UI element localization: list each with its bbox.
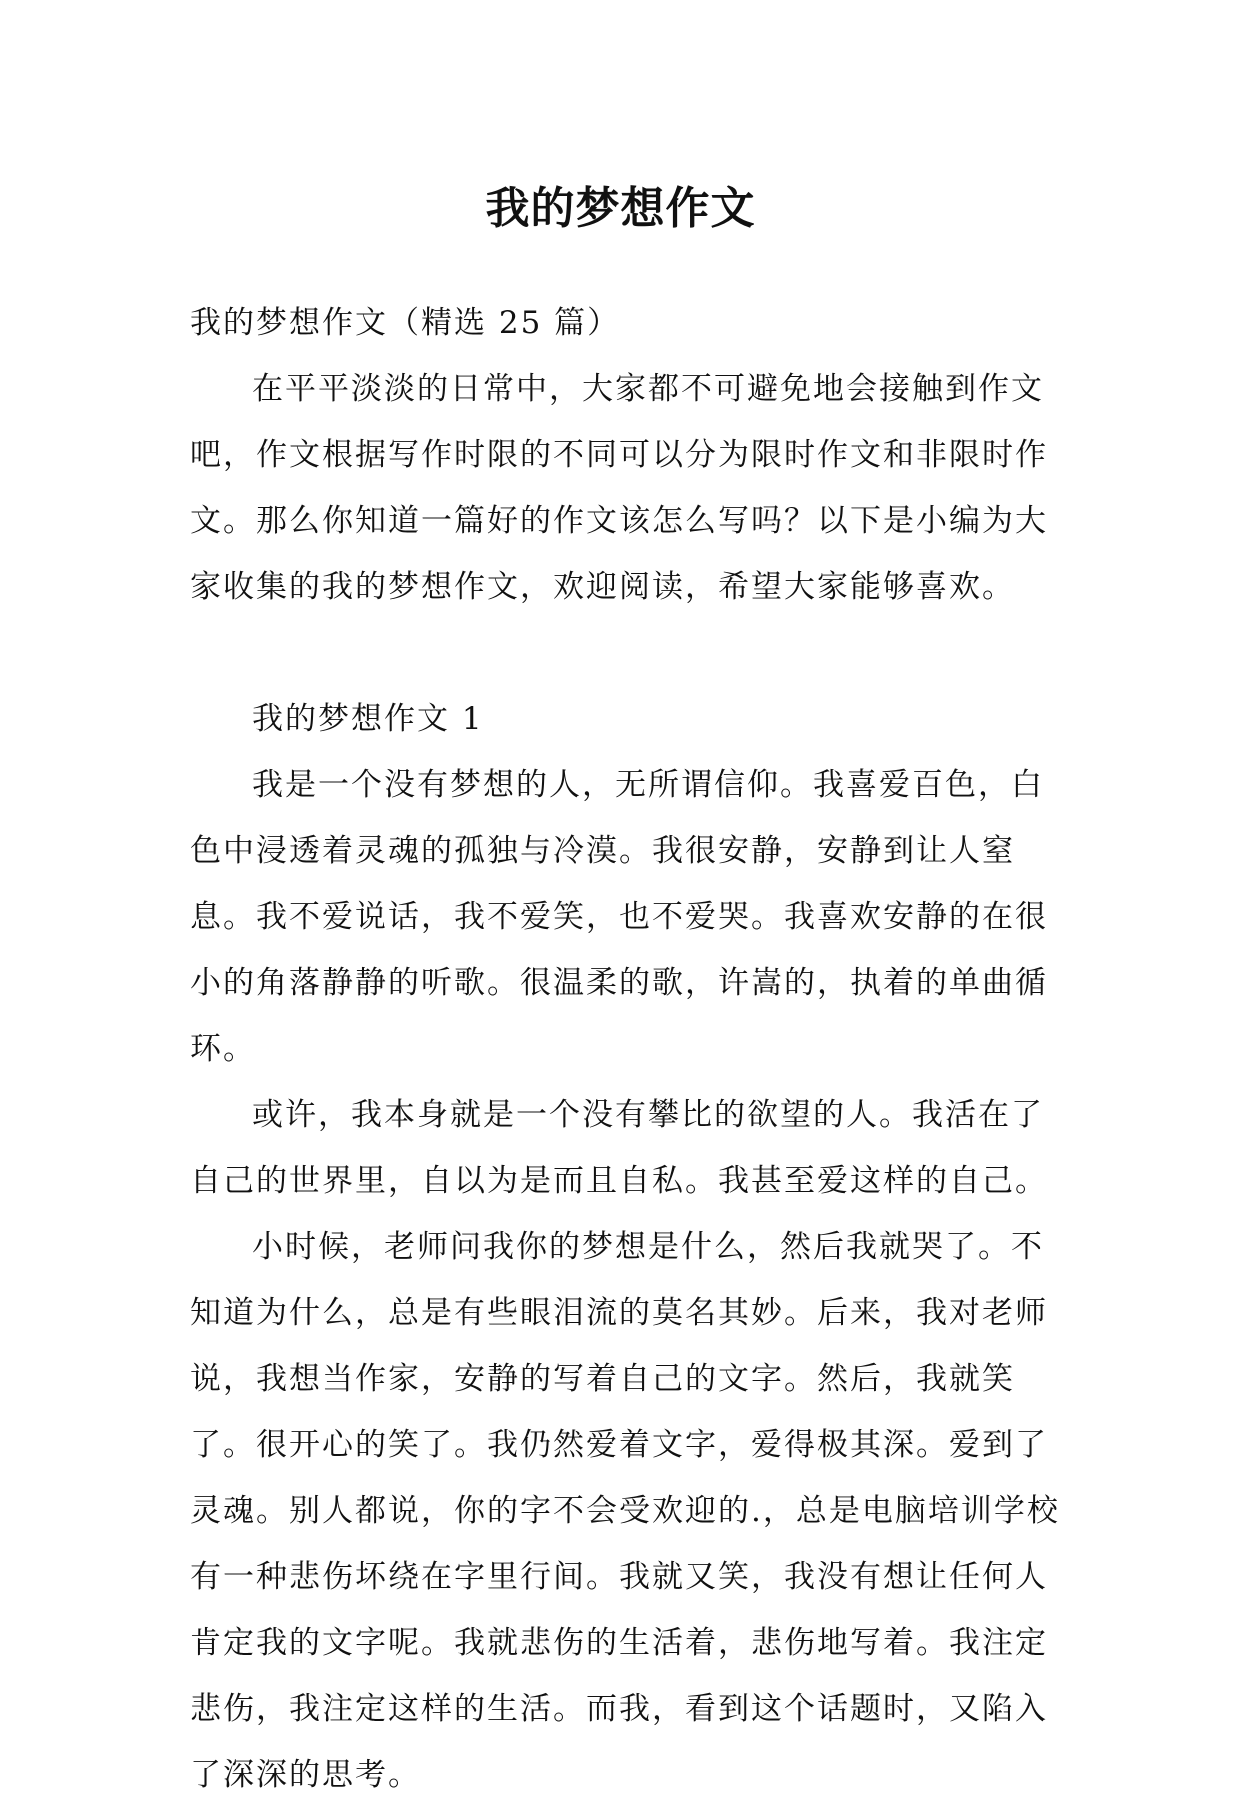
body-paragraph: 我是一个没有梦想的人，无所谓信仰。我喜爱百色，白色中浸透着灵魂的孤独与冷漠。我很安静，安静到让人窒息。我不爱说话，我不爱笑，也不爱哭。我喜欢安静的在很小的角落静静的听歌。很温柔的歌，许嵩的，执着的单曲循环。 [190,767,1048,1067]
section-heading: 我的梦想作文 1 [252,701,484,737]
document-subtitle: 我的梦想作文（精选 25 篇） [190,305,621,341]
body-paragraph: 或许，我本身就是一个没有攀比的欲望的人。我活在了自己的世界里，自以为是而且自私。我甚至爱这样的自己。 [190,1097,1048,1199]
document-body [190,290,1060,1808]
body-paragraph: 小时候，老师问我你的梦想是什么，然后我就哭了。不知道为什么，总是有些眼泪流的莫名其妙。后来，我对老师说，我想当作家，安静的写着自己的文字。然后，我就笑了。很开心的笑了。我仍然爱着文字，爱得极其深。爱到了灵魂。别人都说，你的字不会受欢迎的.，总是电脑培训学校有一种悲伤坏绕在字里行间。我就又笑，我没有想让任何人肯定我的文字呢。我就悲伤的生活着，悲伤地写着。我注定悲伤，我注定这样的生活。而我，看到这个话题时，又陷入了深深的思考。 [190,1229,1060,1793]
page-title: 我的梦想作文 [485,183,756,235]
intro-paragraph: 在平平淡淡的日常中，大家都不可避免地会接触到作文吧，作文根据写作时限的不同可以分为限时作文和非限时作文。那么你知道一篇好的作文该怎么写吗？以下是小编为大家收集的我的梦想作文，欢迎阅读，希望大家能够喜欢。 [190,371,1048,605]
